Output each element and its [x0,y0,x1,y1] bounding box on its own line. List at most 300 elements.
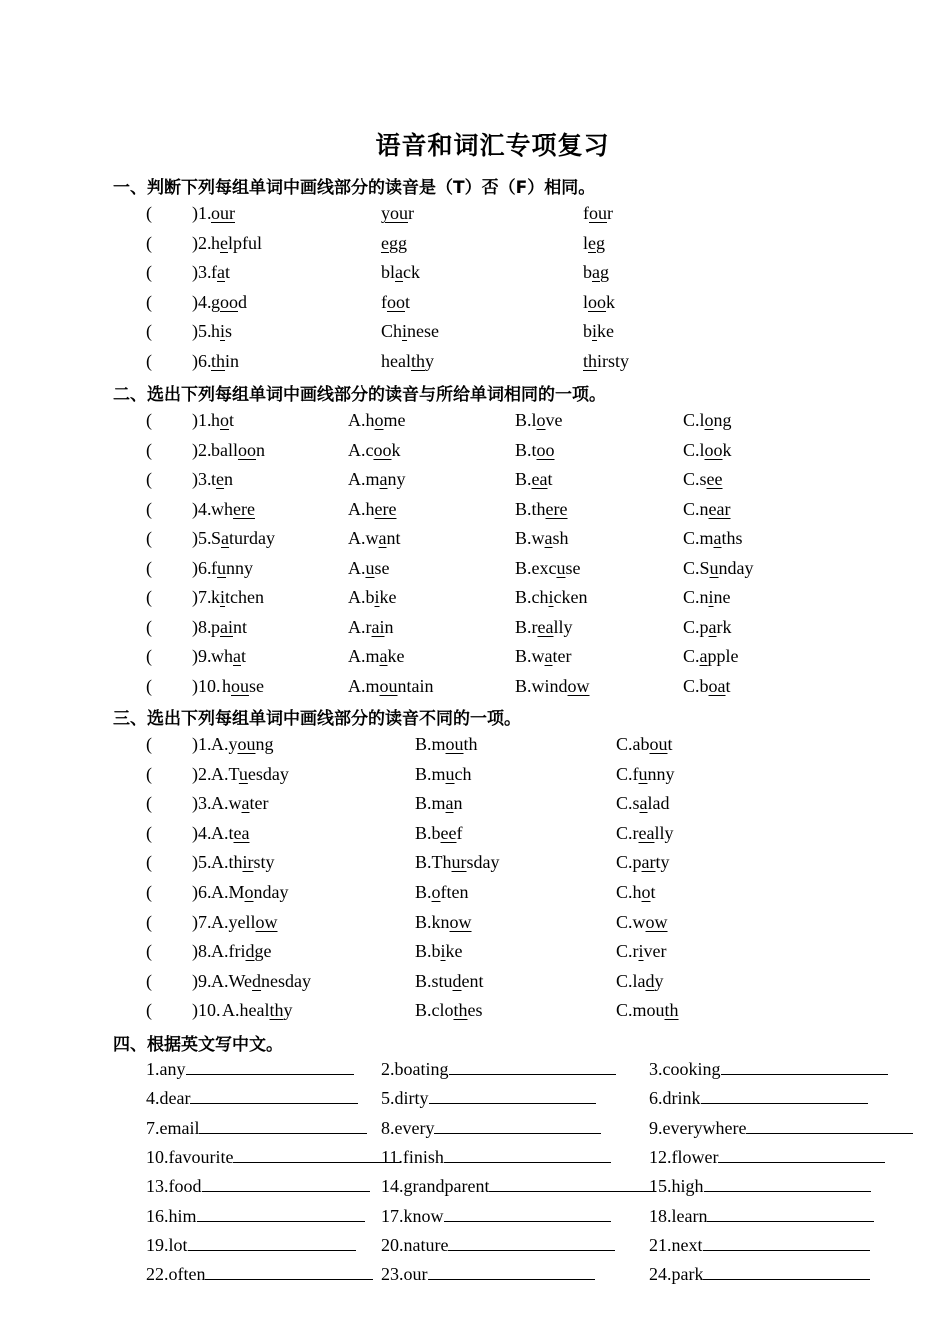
given-word [222,674,264,698]
target-word [211,290,247,314]
vocab-item [146,1116,367,1140]
word-part: Ch [381,321,403,342]
answer-paren-open: ( [146,734,152,754]
question-row [0,791,950,815]
underlined-letters: a [395,262,404,283]
question-number: 6. [198,557,212,578]
answer-paren-close-num [192,438,212,462]
word-part: n [256,439,265,460]
question-number: 7. [198,587,212,607]
compare-word-2 [583,260,609,284]
compare-word-2 [583,319,614,343]
underlined-letters: d [245,941,255,962]
option-c [616,998,679,1022]
paren-close: ) [192,469,198,489]
word-part: lad [647,793,670,814]
underlined-letters: d [452,970,462,991]
underlined-letters: a [699,646,708,666]
answer-paren-open: ( [146,675,152,696]
word-part: rk [716,616,732,637]
question-row [0,821,950,845]
option-c [616,910,668,934]
compare-word-1 [381,260,420,284]
underlined-letters: our [211,203,235,223]
word-part: ke [387,646,405,666]
question-number: 1. [198,203,212,223]
vocab-item [381,1086,596,1110]
option-a [348,674,434,698]
underlined-letters: a [378,528,387,548]
option-c [683,585,731,609]
word-part: ver [643,941,667,962]
word-part: irsty [597,351,630,371]
word-part: A.h [348,410,375,430]
vocab-word: 2.boating [381,1059,449,1079]
section-4-heading: 四、根据英文写中文。 [113,1035,283,1055]
word-part: k [606,291,616,312]
vocab-row [0,1086,950,1110]
answer-paren-close-num [192,821,212,845]
underlined-letters: oo [704,439,723,460]
underlined-letters: a [544,528,553,548]
underlined-letters: u [238,763,248,784]
question-number: 1. [198,410,212,430]
underlined-letters: oo [536,439,555,460]
vocab-item [381,1145,611,1169]
underlined-letters: a [233,646,241,666]
word-part: f [456,822,463,843]
word-part: me [383,410,406,430]
answer-paren-close-num [192,319,212,343]
underlined-letters: o [220,410,229,430]
question-row [0,231,950,255]
answer-paren-open: ( [146,616,152,637]
question-row [0,615,950,639]
answer-paren-open: ( [146,469,152,489]
option-b [515,556,580,580]
given-word [211,615,247,639]
paren-close: ) [192,911,198,932]
word-part: A.c [348,439,374,460]
question-number: 5. [198,321,212,342]
vocab-word: 1.any [146,1059,186,1079]
word-part: B.m [415,734,446,754]
answer-paren-open: ( [146,793,152,814]
word-part: ball [211,439,238,460]
word-part: A.w [348,528,379,548]
underlined-letters: you [381,203,408,223]
answer-paren-open: ( [146,911,152,932]
vocab-word: 5.dirty [381,1088,429,1109]
underlined-letters: a [379,646,388,666]
underlined-letters: u [365,557,375,578]
paren-close: ) [192,852,198,873]
word-part: g [596,232,606,253]
answer-paren-close-num [192,791,212,815]
option-c [616,762,675,786]
underlined-letters: a [713,528,722,548]
paren-close: ) [192,941,198,962]
question-number: 6. [198,882,212,902]
underlined-letters: u [709,557,719,578]
underlined-letters: oa [708,675,726,696]
answer-paren-close-num [192,939,212,963]
vocab-item [649,1174,871,1198]
question-number: 3. [198,262,212,283]
underlined-letters: th [410,351,425,371]
answer-paren-close-num [192,910,212,934]
word-part: wh [211,498,233,519]
vocab-item [381,1057,616,1081]
answer-blank[interactable] [205,1262,373,1280]
word-part: t [211,469,217,489]
underlined-letters: e [588,232,597,253]
vocab-item [146,1204,365,1228]
word-part: B.m [415,763,446,784]
answer-paren-close-num [192,762,212,786]
answer-blank[interactable] [489,1174,656,1192]
answer-paren-close-num [192,231,212,255]
word-part: bl [381,262,396,283]
answer-paren-open: ( [146,262,152,283]
underlined-letters: i [708,587,714,607]
option-a [348,497,396,521]
word-part: C.la [616,970,646,991]
underlined-letters: ow [449,911,472,932]
option-a [348,467,406,491]
vocab-row [0,1233,950,1257]
target-word [211,349,239,373]
underlined-letters: o [374,410,384,430]
word-part: C.s [683,469,707,489]
vocab-word: 13.food [146,1176,202,1197]
question-number: 1. [198,734,212,754]
word-part: C.n [683,587,709,607]
question-row [0,585,950,609]
underlined-letters: oo [373,439,392,460]
option-c [683,497,731,521]
answer-blank[interactable] [428,1262,595,1280]
word-part: t [725,675,731,696]
option-b [515,408,563,432]
underlined-letters: u [638,763,648,784]
word-part: A.h [348,498,375,519]
answer-blank[interactable] [197,1204,365,1222]
answer-blank[interactable] [701,1086,868,1104]
question-number: 4. [198,498,212,519]
vocab-row [0,1116,950,1140]
answer-blank[interactable] [199,1116,367,1134]
underlined-letters: i [220,587,226,607]
underlined-letters: ou [445,734,464,754]
option-c [616,821,674,845]
underlined-letters: o [704,410,714,430]
option-c [683,408,732,432]
word-part: lly [553,616,573,637]
word-part: A.y [211,734,238,754]
word-part: B. [415,882,432,902]
word-part: ng [255,734,274,754]
word-part: t [667,734,673,754]
paren-close: ) [192,882,198,902]
option-a [211,880,289,904]
word-part: h [211,321,220,342]
word-part: nese [407,321,440,342]
word-part: t [650,882,656,902]
underlined-letters: ou [231,675,249,696]
option-b [415,939,463,963]
answer-paren-open: ( [146,528,152,548]
answer-blank[interactable] [190,1086,358,1104]
word-part: B.w [515,646,545,666]
question-number: 8. [198,616,212,637]
answer-blank[interactable] [444,1204,611,1222]
underlined-letters: e [220,232,228,253]
option-a [211,910,278,934]
underlined-letters: ee [440,822,457,843]
word-part: B.exc [515,557,557,578]
question-number: 3. [198,469,212,489]
option-a [222,998,293,1022]
option-c [616,880,656,904]
target-word [211,260,230,284]
word-part: C.m [683,528,714,548]
target-word [211,319,232,343]
answer-paren-close-num [192,556,212,580]
word-part: B.clo [415,1000,454,1021]
underlined-letters: a [241,793,250,814]
word-part: C.h [616,882,642,902]
word-part: A. [348,557,366,578]
underlined-letters: ee [706,469,723,489]
vocab-word: 10.favourite [146,1146,234,1167]
word-part: se [249,675,264,696]
vocab-item [381,1116,601,1140]
answer-blank[interactable] [721,1057,888,1075]
underlined-letters: oo [238,439,256,460]
question-number: 4. [198,822,212,843]
underlined-letters: d [252,970,262,991]
vocab-word: 8.every [381,1117,435,1138]
given-word [211,438,265,462]
question-row [0,910,950,934]
underlined-letters: i [440,941,446,962]
word-part: cken [553,587,588,607]
question-row [0,349,950,373]
vocab-item [381,1262,595,1286]
underlined-letters: o [431,882,441,902]
word-part: C.p [683,616,709,637]
option-a [211,791,268,815]
word-part: A.t [211,822,234,843]
word-part: ths [721,528,743,548]
word-part: nesday [261,970,312,991]
word-part: b [583,321,592,342]
option-b [415,850,500,874]
question-number: 7. [198,911,212,932]
word-part: y [425,351,434,371]
compare-word-1 [381,201,414,225]
word-part: gg [389,232,407,253]
word-part: nt [386,528,401,548]
vocab-item [381,1174,656,1198]
word-part: ny [387,469,406,489]
answer-blank[interactable] [704,1174,871,1192]
answer-blank[interactable] [703,1233,870,1251]
vocab-item [146,1145,401,1169]
word-part: S [211,528,222,548]
answer-paren-close-num [192,732,212,756]
underlined-letters: oo [220,291,238,312]
answer-blank[interactable] [746,1116,913,1134]
word-part: l [583,232,589,253]
vocab-word: 19.lot [146,1234,188,1255]
vocab-row [0,1262,950,1286]
underlined-letters: o [536,410,546,430]
option-b [515,585,588,609]
section-1-heading: 一、判断下列每组单词中画线部分的读音是（T）否（F）相同。 [113,178,596,198]
word-part: ch [454,763,472,784]
option-a [348,526,401,550]
underlined-letters: ou [589,203,607,223]
option-b [415,910,472,934]
answer-blank[interactable] [718,1145,885,1163]
word-part: A.We [211,970,253,991]
answer-blank[interactable] [434,1116,601,1134]
word-part: A.b [348,587,375,607]
option-c [683,438,732,462]
underlined-letters: ou [379,675,398,696]
vocab-item [649,1145,885,1169]
vocab-word: 21.next [649,1234,703,1255]
underlined-letters: ere [374,498,397,519]
paren-close: ) [192,734,198,754]
underlined-letters: a [221,528,230,548]
word-part: lpful [228,232,262,253]
word-part: n [453,793,463,814]
question-row [0,556,950,580]
underlined-letters: th [269,1000,284,1021]
answer-paren-close-num [192,349,212,373]
underlined-letters: i [638,941,644,962]
vocab-item [146,1057,354,1081]
word-part: nday [253,882,289,902]
underlined-letters: th [583,351,598,371]
question-row [0,762,950,786]
vocab-word: 4.dear [146,1088,191,1109]
word-part: y [283,1000,293,1021]
word-part: C.l [683,410,705,430]
answer-blank[interactable] [429,1086,596,1104]
option-b [515,497,568,521]
underlined-letters: o [641,882,651,902]
word-part: B.stu [415,970,453,991]
word-part: A.th [211,852,243,873]
option-c [683,674,731,698]
answer-paren-open: ( [146,410,152,430]
underlined-letters: ou [237,734,256,754]
vocab-row [0,1174,950,1198]
word-part: B.b [415,822,441,843]
word-part: ntain [397,675,434,696]
answer-blank[interactable] [186,1057,354,1075]
vocab-word: 12.flower [649,1146,719,1167]
word-part: A.r [348,616,372,637]
answer-paren-open: ( [146,852,152,873]
answer-blank[interactable] [449,1057,616,1075]
word-part: h [211,232,220,253]
answer-blank[interactable] [444,1145,611,1163]
answer-blank[interactable] [707,1204,874,1222]
word-part: t [229,410,235,430]
option-b [515,615,573,639]
underlined-letters: ea [638,822,655,843]
underlined-letters: ere [545,498,568,519]
option-b [515,526,569,550]
answer-blank[interactable] [233,1145,401,1163]
word-part: B.th [515,498,546,519]
answer-paren-close-num [192,880,212,904]
word-part: t [225,262,231,283]
answer-paren-open: ( [146,587,152,607]
underlined-letters: a [708,616,717,637]
underlined-letters: ou [649,734,668,754]
answer-paren-close-num [192,290,212,314]
word-part: B. [515,469,532,489]
given-word [211,526,275,550]
word-part: t [241,646,247,666]
question-row [0,260,950,284]
question-number: 8. [198,941,212,962]
word-part: h [211,410,220,430]
word-part: heal [381,351,411,371]
paren-close: ) [192,262,198,283]
word-part: ter [249,793,269,814]
vocab-item [649,1116,913,1140]
answer-blank[interactable] [202,1174,370,1192]
option-a [211,939,272,963]
question-number: 10. [198,675,221,696]
word-part: sty [253,852,275,873]
paren-close: ) [192,1000,198,1021]
word-part: f [381,291,387,312]
underlined-letters: ir [242,852,254,873]
word-part: C.f [616,763,639,784]
vocab-word: 20.nature [381,1234,449,1255]
answer-paren-close-num [192,674,221,698]
given-word [211,408,234,432]
question-row [0,644,950,668]
option-b [515,467,553,491]
answer-blank[interactable] [448,1233,615,1251]
word-part: A.m [348,469,380,489]
word-part: C.l [683,439,705,460]
word-part: ng [713,410,732,430]
word-part: sh [552,528,569,548]
question-number: 4. [198,291,212,312]
word-part: B.w [515,528,545,548]
word-part: esday [247,763,289,784]
vocab-item [146,1086,358,1110]
vocab-item [146,1233,356,1257]
option-a [348,585,397,609]
word-part: n [224,469,234,489]
answer-blank[interactable] [703,1262,870,1280]
word-part: r [408,203,414,223]
compare-word-2 [583,231,605,255]
answer-blank[interactable] [188,1233,356,1251]
compare-word-1 [381,290,410,314]
